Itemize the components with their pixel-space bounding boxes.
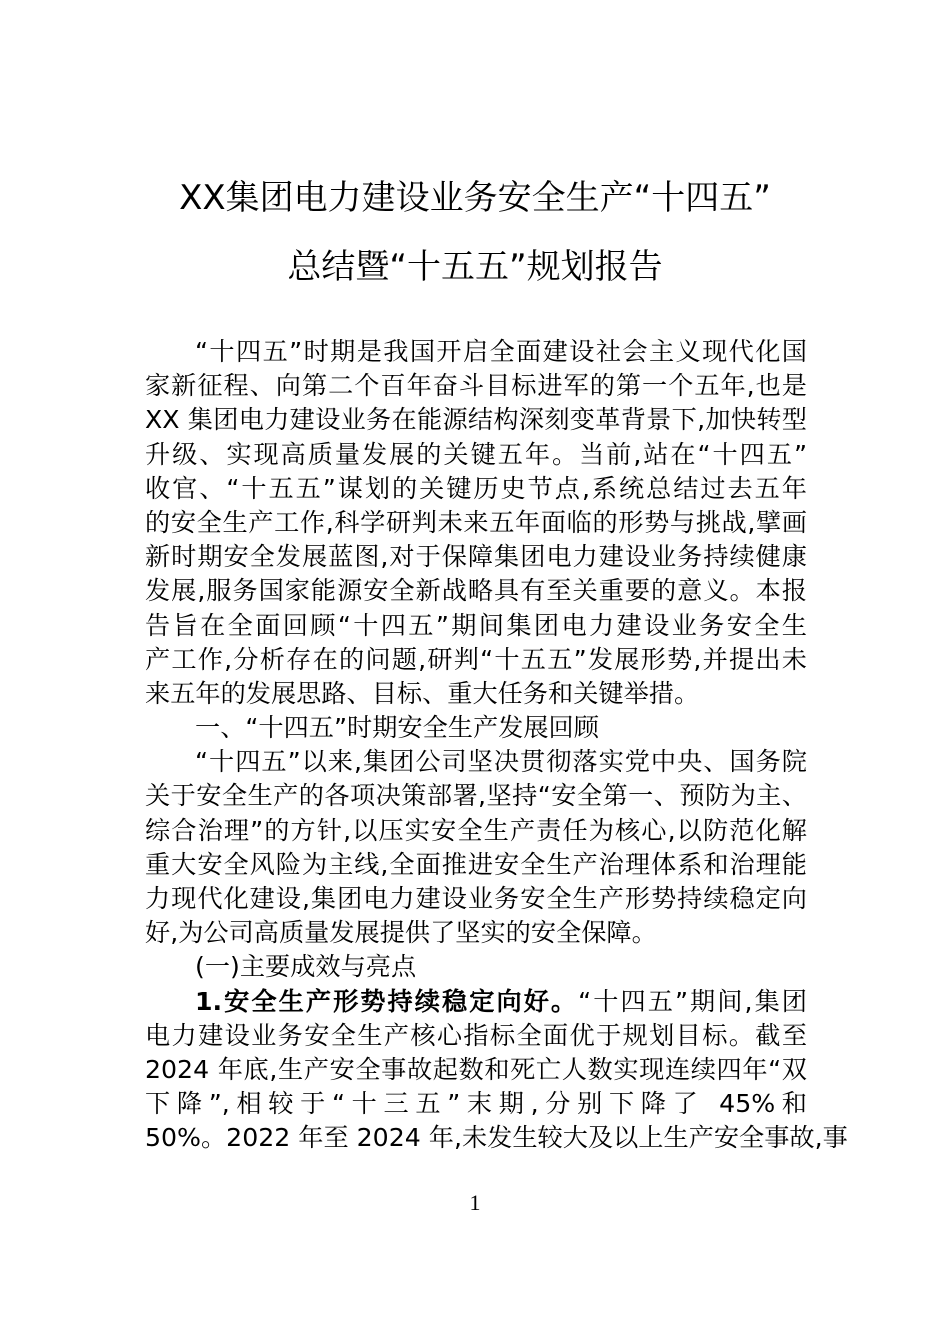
text-line: 2024 年底,生产安全事故起数和死亡人数实现连续四年“双 (145, 1054, 807, 1084)
subsection-heading: (一)主要成效与亮点 (195, 952, 417, 982)
text-line: 告旨在全面回顾“十四五”期间集团电力建设业务安全生 (145, 610, 807, 640)
text-line: 收官、“十五五”谋划的关键历史节点,系统总结过去五年 (145, 473, 807, 503)
text-line: “十四五”以来,集团公司坚决贯彻落实党中央、国务院 (195, 747, 807, 777)
text-line: 升级、实现高质量发展的关键五年。当前,站在“十四五” (145, 439, 807, 469)
text-line: 发展,服务国家能源安全新战略具有至关重要的意义。本报 (145, 576, 807, 606)
text-line: 50%。2022 年至 2024 年,未发生较大及以上生产安全事故,事 (145, 1123, 848, 1153)
text-line: 综合治理”的方针,以压实安全生产责任为核心,以防范化解 (145, 815, 807, 845)
section-heading: 一、“十四五”时期安全生产发展回顾 (195, 713, 599, 743)
text-line: 重大安全风险为主线,全面推进安全生产治理体系和治理能 (145, 849, 807, 879)
text-line: 下降”,相较于“十三五”末期,分别下降了 45%和 (145, 1089, 807, 1119)
text-line: 产工作,分析存在的问题,研判“十五五”发展形势,并提出未 (145, 644, 807, 674)
text-line: “十四五”时期是我国开启全面建设社会主义现代化国 (195, 337, 807, 366)
text-line: 力现代化建设,集团电力建设业务安全生产形势持续稳定向 (145, 884, 807, 913)
bold-lead-in: 1.安全生产形势持续稳定向好。 (195, 986, 579, 1016)
document-body (145, 335, 848, 1156)
text-line: 来五年的发展思路、目标、重大任务和关键举措。 (145, 678, 700, 708)
text-line: 电力建设业务安全生产核心指标全面优于规划目标。截至 (145, 1020, 807, 1050)
document-title-line-1: XX集团电力建设业务安全生产“十四五” (179, 178, 771, 218)
document-title-line-2: 总结暨“十五五”规划报告 (287, 247, 663, 287)
text-line: XX 集团电力建设业务在能源结构深刻变革背景下,加快转型 (145, 405, 807, 435)
page-number: 1 (469, 1190, 481, 1215)
text-line: 家新征程、向第二个百年奋斗目标进军的第一个五年,也是 (145, 371, 807, 401)
text-line: 1.安全生产形势持续稳定向好。“十四五”期间,集团 (195, 986, 807, 1016)
text-line: 的安全生产工作,科学研判未来五年面临的形势与挑战,擘画 (145, 507, 807, 537)
text-line: 关于安全生产的各项决策部署,坚持“安全第一、预防为主、 (145, 781, 807, 811)
text-line: 新时期安全发展蓝图,对于保障集团电力建设业务持续健康 (145, 542, 807, 572)
text-line: 好,为公司高质量发展提供了坚实的安全保障。 (145, 918, 657, 948)
